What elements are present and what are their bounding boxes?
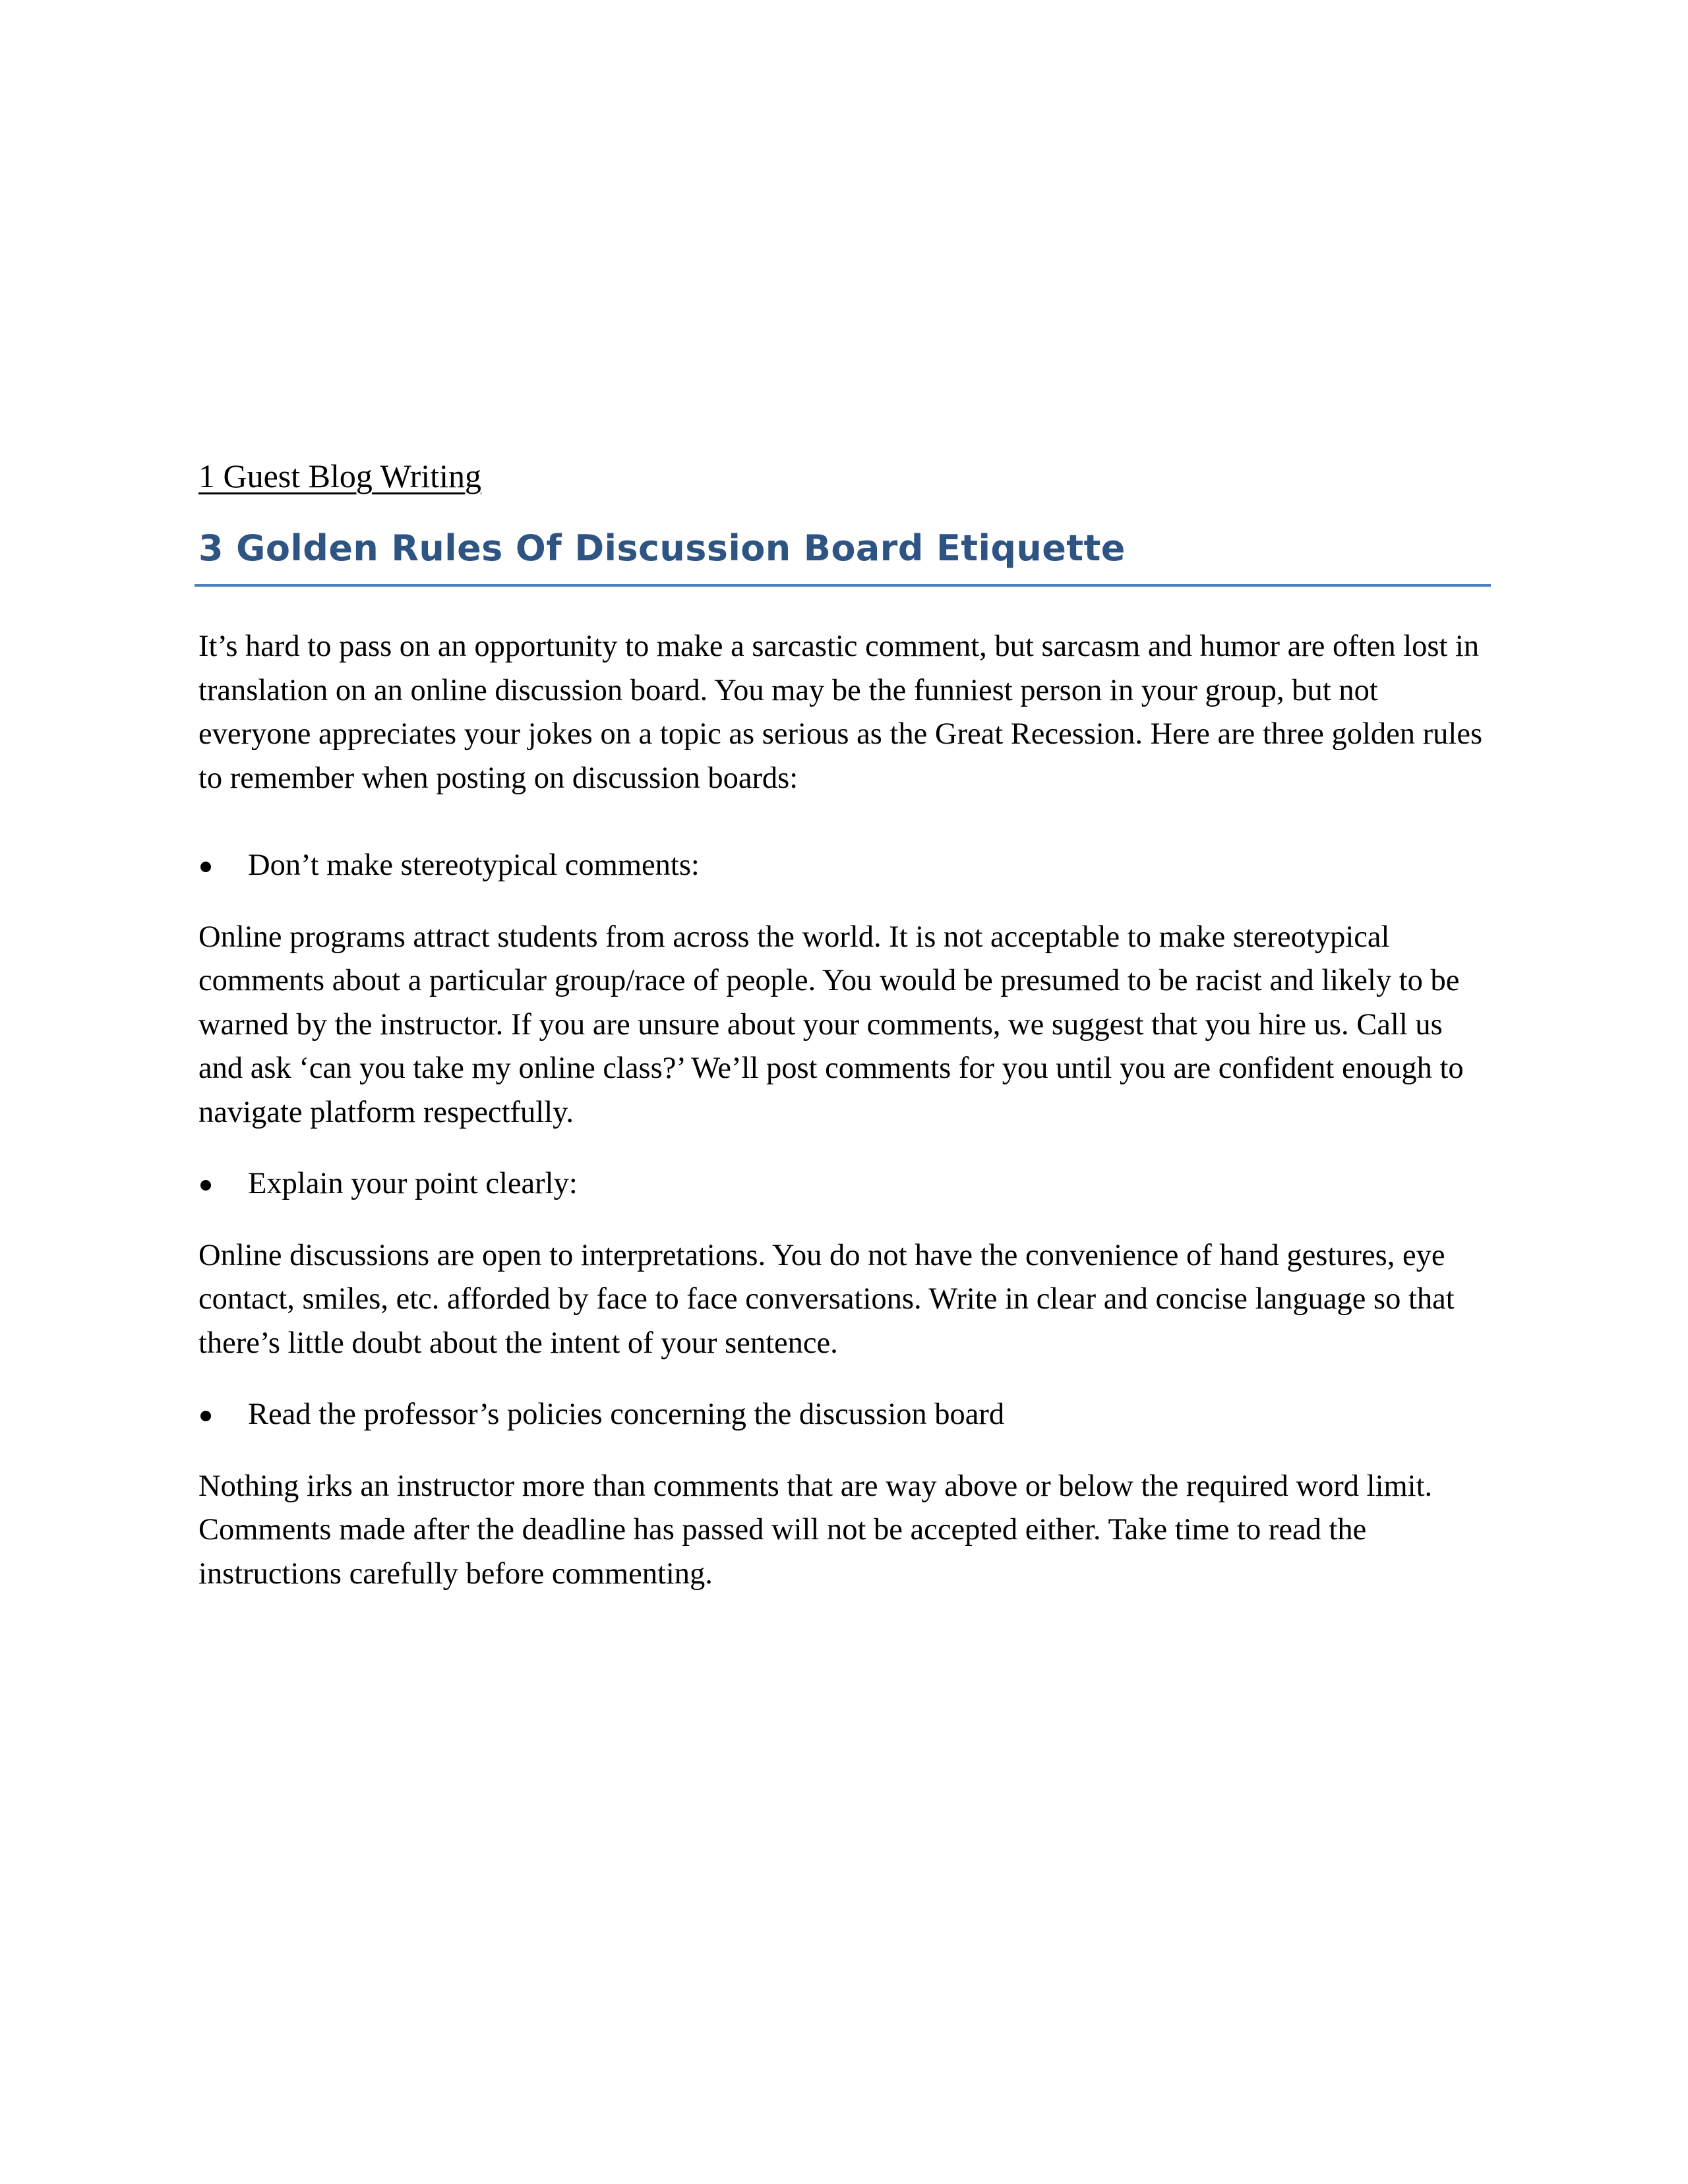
bullet-item-1 — [198, 844, 1491, 888]
document-content — [198, 455, 1491, 1624]
rule-body-paragraph: Online discussions are open to interpretations. You do not have the convenience of hand gestures, eye contact, smiles, etc. afforded by face to face conversations. Write in clear and concise language so that there’s little doubt about the intent of your sentence. — [198, 1238, 1455, 1360]
page-title: 3 Golden Rules Of Discussion Board Etiquette — [195, 525, 1491, 587]
bullet-icon — [198, 1162, 248, 1206]
bullet-item-2 — [198, 1162, 1491, 1206]
bullet-item-3 — [198, 1393, 1491, 1437]
bullet-icon — [198, 844, 248, 888]
bullet-heading: Don’t make stereotypical comments: — [248, 848, 700, 882]
intro-paragraph: It’s hard to pass on an opportunity to make a sarcastic comment, but sarcasm and humor are often lost in translation on an online discussion board. You may be the funniest person in your group, but not everyone appreciates your jokes on a topic as serious as the Great Recession. Here are three golden rules to remember when posting on discussion boards: — [198, 630, 1483, 795]
rule-body-paragraph: Nothing irks an instructor more than comments that are way above or below the required word limit. Comments made after the deadline has passed will not be accepted either. Take time to read the instructions carefully before commenting. — [198, 1469, 1433, 1591]
rule-body-paragraph: Online programs attract students from across the world. It is not acceptable to make stereotypical comments about a particular group/race of people. You would be presumed to be racist and likely to be warned by the instructor. If you are unsure about your comments, we suggest that you hire us. Call us and ask ‘can you take my online class?’ We’ll post comments for you until you are confident enough to navigate platform respectfully. — [198, 920, 1464, 1129]
bullet-heading: Explain your point clearly: — [248, 1167, 578, 1200]
bullet-icon — [198, 1393, 248, 1437]
section-label: 1 Guest Blog Writing — [198, 457, 482, 494]
bullet-heading: Read the professor’s policies concerning the discussion board — [248, 1398, 1005, 1431]
